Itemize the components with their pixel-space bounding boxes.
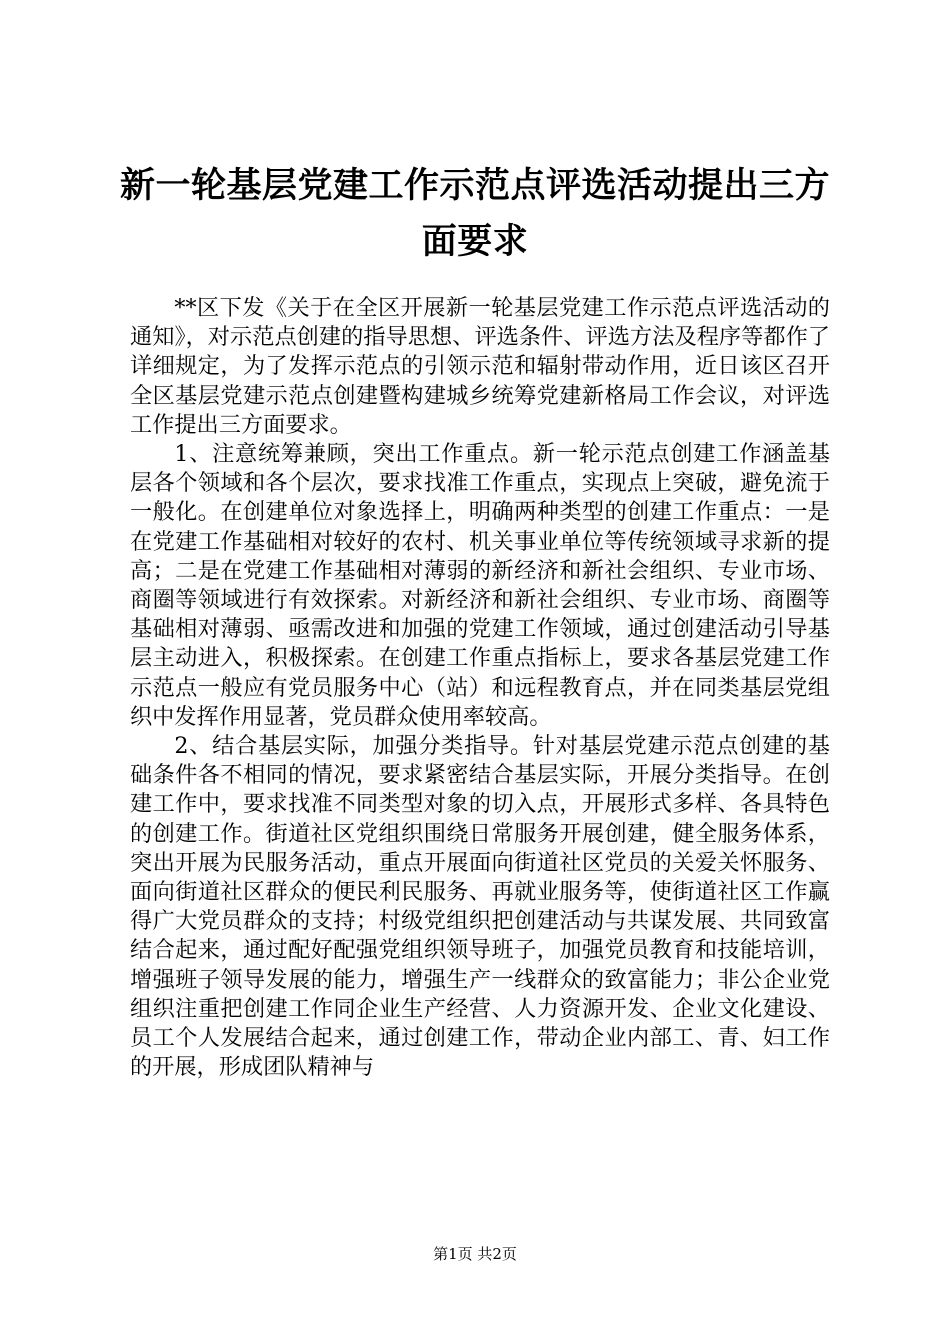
document-title: 新一轮基层党建工作示范点评选活动提出三方面要求: [120, 166, 831, 262]
paragraph-intro: **区下发《关于在全区开展新一轮基层党建工作示范点评选活动的通知》，对示范点创建的指导思想、评选条件、评选方法及程序等都作了详细规定，为了发挥示范点的引领示范和辐射带动作用，近日该区召开全区基层党建示范点创建暨构建城乡统筹党建新格局工作会议，对评选工作提出三方面要求。: [130, 295, 830, 438]
page-number-footer: 第1页 共2页: [433, 1245, 517, 1263]
paragraph-point-2: 2、结合基层实际，加强分类指导。针对基层党建示范点创建的基础条件各不相同的情况，要求紧密结合基层实际，开展分类指导。在创建工作中，要求找准不同类型对象的切入点，开展形式多样、各具特色的创建工作。街道社区党组织围绕日常服务开展创建，健全服务体系，突出开展为民服务活动，重点开展面向街道社区党员的关爱关怀服务、面向街道社区群众的便民利民服务、再就业服务等，使街道社区工作赢得广大党员群众的支持；村级党组织把创建活动与共谋发展、共同致富结合起来，通过配好配强党组织领导班子，加强党员教育和技能培训，增强班子领导发展的能力，增强生产一线群众的致富能力；非公企业党组织注重把创建工作同企业生产经营、人力资源开发、企业文化建设、员工个人发展结合起来，通过创建工作，带动企业内部工、青、妇工作的开展，形成团队精神与: [130, 733, 830, 1081]
paragraph-point-1: 1、注意统筹兼顾，突出工作重点。新一轮示范点创建工作涵盖基层各个领域和各个层次，要求找准工作重点，实现点上突破，避免流于一般化。在创建单位对象选择上，明确两种类型的创建工作重点：一是在党建工作基础相对较好的农村、机关事业单位等传统领域寻求新的提高；二是在党建工作基础相对薄弱的新经济和新社会组织、专业市场、商圈等领域进行有效探索。对新经济和新社会组织、专业市场、商圈等基础相对薄弱、亟需改进和加强的党建工作领域，通过创建活动引导基层主动进入，积极探索。在创建工作重点指标上，要求各基层党建工作示范点一般应有党员服务中心（站）和远程教育点，并在同类基层党组织中发挥作用显著，党员群众使用率较高。: [130, 441, 830, 730]
document-body: [130, 294, 830, 1082]
